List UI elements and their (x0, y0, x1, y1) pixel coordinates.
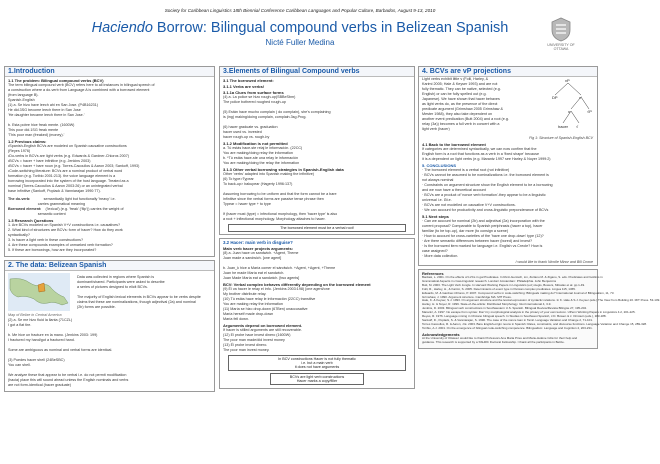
subsection-title: References (422, 271, 444, 276)
text-line: 'He daughter became leech there in San Jose.' (8, 113, 85, 117)
subsection-title: Main verb hacer projects arguments: (223, 246, 294, 251)
text-line: The police bothered roughed rough-up (223, 100, 286, 104)
text-line: Japanese). We have shown that hacer behaves (422, 97, 500, 101)
section-introduction (4, 66, 215, 257)
text-line: My brother distribute relay. (223, 292, 267, 296)
subsection-title: 5. CONCLUSIONS (422, 163, 457, 168)
text-line: familiar (to be top-up), dar more (to consign a scene) (422, 229, 509, 233)
text-line: 1. Are BCVs modeled on Spanish V+V constructions i.e. causatives? (8, 223, 121, 227)
box-line: Hacer marks a copy/filler (296, 379, 338, 383)
text-line: The poor man made/did invest money (223, 338, 285, 342)
text-line: (6) To type>Typear (223, 177, 254, 181)
text-line: not always nominal (422, 178, 454, 182)
questions-lines (5, 223, 214, 253)
modification-lines (220, 146, 414, 166)
subsection-title: BCV: Verbal complex behaves differently depending on the borrowed element (223, 282, 371, 287)
text-line: If hacer is stilled arguments are still recoverable. (223, 328, 302, 332)
text-line: (hacia) place this will sound ahead unless the English nominals and verbs (8, 378, 129, 382)
text-line: The poor man invest money. (223, 348, 270, 352)
text-line: 2. What kind of structures are BCVs: form of hacer? How do they work (8, 228, 123, 232)
text-line: Light verbs exhibit little v (Folli, Harley, & (422, 77, 489, 81)
title-rest: Borrow: Bilingual compound verbs in Belizean Spanish (152, 20, 509, 36)
text-line: Karimi 2005; Hale & Keyser 1993) and are not (422, 82, 498, 86)
text-line: case assigned? (422, 249, 448, 253)
text-line: (2b) forms are possible. (77, 304, 116, 309)
text-line: · Are there semantic differences between hacer (bored) and invest? (422, 239, 533, 243)
text-line: it is a dependent on light verbs (e.g. Marantz 1997 see Harley & Noyer 1999:2) (422, 157, 551, 161)
text-line: The majority of English lexical elements in BCVs appear to be verbs despite (77, 294, 201, 299)
title-italic: Haciendo (91, 20, 153, 36)
svg-text:√: √ (576, 124, 579, 129)
text-line: Sankoff, D., Poplack, S. & Vanniarajan, S. 1990. The case of the nonce loan in Tamil. Language Variation and Change 2, 71-101. (422, 317, 593, 322)
text-line: Other 'verbs' adapted into Spanish making the infinitive) (223, 172, 314, 176)
next-steps-lines (419, 219, 597, 259)
text-line: 5. If these are borrowings, how are they incorporated? (8, 248, 97, 252)
text-line: (13) Él probe invest dinero. (223, 343, 268, 347)
text-line: You are making/doing the relay the information (223, 161, 300, 165)
text-line: Some are ambiguous as nominal and verbal forms are identical. (8, 348, 113, 352)
text-line: We analyze these that appear to be verbal i.e. do not permit modification (8, 373, 127, 377)
claims-lines (5, 144, 214, 194)
bcv-lines (220, 287, 414, 322)
section-hacer (219, 238, 415, 389)
subsection-title: 3.1.1 Verbs are verbs! (223, 84, 265, 89)
text-line: · BCVs cannot be assumed to be nominalizations i.e. the borrowed element is (422, 173, 549, 177)
text-line: You can shell. (8, 363, 31, 367)
subsection-title: Acknowledgements (422, 331, 460, 337)
text-line: · Constraints on argument structure show the English element to be a borrowing (422, 183, 553, 187)
text-line: Harley, H. & Noyer, R. 1999. State-of-the-article: Distributed Morphology. Glot International 4, 3-9. (422, 302, 552, 307)
text-line: (3) Puedes hacer shell (24BeSBC) (8, 358, 65, 362)
highlight-box (228, 355, 406, 371)
text-line: · More data collection. (422, 254, 459, 258)
subsection-title: 3.1 The borrowed element: (223, 78, 274, 83)
text-line: · Is the borrowed item marked for language i.e. English vs Creole? How is (422, 244, 543, 248)
text-line: are not form-identical (hacer graduate) (8, 383, 71, 387)
text-line: •BCVs = hacer + bare infinitive (e.g. Jenkins 2003) (8, 159, 91, 163)
subsection-title: Arguments depend on borrowed element. (223, 323, 303, 328)
text-line: Folli, R., Harley, H., & Karimi, S. 2005. Determinants of event type in Persian complex predicates. Lingua 115, 1365. (422, 286, 576, 291)
box-line: it does not have arguments (294, 365, 340, 369)
box-line: In BCV constructions Hacer is not fully thematic (278, 357, 356, 361)
highlight-box: The borrowed element must be a verbal root! (228, 224, 406, 232)
def-text: ('lexical') (e.g. 'freak' ('flip')) carries the weight of (45, 207, 124, 211)
column-3 (418, 66, 660, 352)
text-line: He did.3SG become leech there in San Jose (8, 108, 81, 112)
text-line: Bardasi, L. 2001. On the effects of LVCs in gal Predicates. In Ricci-Gentsch, Lin, Zurlanu M. & Zigano, S. eds. Predicates and Gotlims in (422, 275, 603, 279)
section-title: 1.Introduction (5, 67, 214, 77)
def-text: semantically light but functionally 'heavy' i.e. (43, 197, 116, 201)
poster-header (0, 0, 600, 66)
acknowledgements-lines (419, 337, 597, 345)
text-line: predicate argument (Grimshaw 2005 Grimshaw & (422, 107, 503, 111)
text-line: If (hacer must (type) = infectional morphology, then 'hacer type' is also (223, 212, 338, 216)
university-logo-icon (548, 16, 574, 42)
text-line: Juan Made María eat a sandwich. [two agents] (223, 276, 300, 280)
conference-line: Society for Caribbean Linguistics 18th Biennial Conference Caribbean Languages and Popular Culture, Barbados, August 9-13, 2010 (164, 8, 436, 13)
text-line: Butt, M. 2003. The Light Verb Jungle. In Harvard Working Papers in Linguistics (ed.) Aegis, Bowers, Miloslav et al. pp.1-49. (422, 282, 585, 287)
text-line: another event predication (Butt 2004) and a root (e.g. (422, 117, 509, 121)
highlight-box (270, 373, 364, 385)
text-line: (Reyes 1976) (8, 149, 31, 153)
thanks-note: I would like to thank Nicolle Minor and Bill Crowe (515, 260, 593, 264)
text-line: To back-up> bakupear (Hagerty 1996:137) (223, 182, 293, 186)
section-title: 3.Elements of Bilingual Compound verbs (220, 67, 414, 77)
surface-form-lines (220, 95, 414, 140)
def-label: Borrowed element: (8, 207, 42, 211)
text-line: b. *Tú estás hace-ste una relay le información (223, 156, 299, 160)
text-line: light verb (hacer) (422, 127, 450, 131)
text-line: base infinitive (Sankoff, Poplack & Vanniarajan 1990:77). (8, 189, 101, 193)
intro-lines (5, 83, 214, 138)
poster-title (0, 20, 600, 36)
text-line: (11) María se hizo drop-down (67Ben) unaccusative (223, 307, 308, 311)
text-line: Grammatical Aspects in cross-linguistic research. London/ Amsterdam: Philadelphia. John Benjamins (422, 278, 557, 283)
text-line: fully thematic. They can be native, selected (e.g. (422, 87, 501, 91)
section-references (418, 269, 660, 349)
text-line: · We can account for productivity and cross-linguistic preponderance of BCVs (422, 208, 549, 212)
text-line: guidance. This research is supported by a SSHRC Doctoral Fellowship. I thank all the participants in Belize. (422, 339, 565, 344)
main-verb-lines (220, 251, 414, 281)
borrowed-element-lines (419, 147, 597, 162)
text-line: a. Tú estás hace-ste relaj le información. (22CC) (223, 146, 303, 150)
text-line: (4) a. La police se hizo rough-up(SBBeSbm) (223, 95, 296, 99)
text-line: (5) Están hace mucho complain ( do complain), she's complaining (223, 110, 331, 114)
text-line: Juan he made María eat el sandwich. (223, 271, 285, 275)
text-line: •Spanish-English BCVs are modeled on Spanish causative constructions (8, 144, 127, 148)
text-line: Grimshaw, J. 1990. Argument structure. Cambridge MA: MIT Press. (422, 294, 512, 299)
text-line: Edwards, M. & Gardner-Chloros, P. 2007. Compound verbs in code-switching: Bilinguals making do? International Journal of Bilingualism, 11, 73. (422, 290, 615, 295)
text-line: Spanish-English (8, 98, 35, 102)
subsection-title: 5.1 Next steps (422, 214, 449, 219)
text-line: hacer rough-up vs. rough-by (223, 135, 270, 139)
logo-text: UNIVERSITY OF OTTAWA (547, 43, 575, 51)
text-line: (8) a. Juan hace un sandwich. +Agent, Theme (223, 251, 299, 255)
map-area (8, 273, 211, 311)
text-line: b. Juan_k hice a María comer el sándwich. +Agent, +Agent, +Theme (223, 266, 336, 270)
text-line: I fractured my hand/got a fractured hand. (8, 338, 75, 342)
text-line: English) or can be fully spelled out (e.g. (422, 92, 487, 96)
text-line: (from language B). (8, 93, 39, 97)
text-line: You are making/doing relay the information (223, 151, 293, 155)
text-line: relay (3a)) becomes a full verb in concert with a (422, 122, 500, 126)
text-line: 4. Are these compounds examples of unmarked verb formation? (8, 243, 113, 247)
column-1 (4, 66, 215, 395)
subsection-title: 1.1 The problem: Bilingual compound verbs (BCV) (8, 78, 104, 83)
text-line: (2) a. Se me hizo fluid la llanta (71CZL) (8, 318, 73, 322)
def-text: carries grammatical meaning (37, 202, 86, 206)
svg-text:vP: vP (565, 78, 570, 83)
text-line: •BCVs = hacer + bare noun (e.g. Torres-Cacoullos & Aaron 2003; Sankoff, 1993) (8, 164, 140, 168)
subsection-title: 1.3 Research Questions (8, 218, 54, 223)
text-line: universal i.e. l3t.e. (422, 198, 452, 202)
def-label: The do-verb: (8, 197, 31, 201)
central-america-map-icon (8, 273, 70, 311)
svg-text:hacer: hacer (558, 124, 569, 129)
text-line: b. Esta pobre hice freak mente. (1600W) (8, 123, 75, 127)
text-line: dominant/shared. Participants were asked to describe (77, 279, 165, 284)
text-line: (9) Él va hacer le relay el info. (Jenkins 2003:198) [one agent/one (223, 287, 330, 291)
text-line: This poor did.1SG freak mente (8, 128, 59, 132)
def-text: semantic content (37, 212, 66, 216)
text-line: Juan made a sandwich. [one agent] (223, 256, 282, 260)
text-line: •Do-verbs in BCVs are light verbs (e.g. Edwards & Gardner-Chloros 2007) (8, 154, 129, 158)
vp-row (419, 77, 597, 135)
text-line: You are making relay the information (223, 302, 283, 306)
references-list (419, 275, 660, 331)
text-line: Marantz, A. 1997. No escape from syntax: Don't try morphological analysis in the privacy of your own lexicon. UPenn Working Papers in Linguistics 4.2, 201-225. (422, 310, 636, 315)
text-line: (6) hacer graduate vs. graduation (223, 125, 278, 129)
box-line: BCVs are light verb constructions (289, 375, 345, 379)
text-line: Data was collected in regions where Spanish is (77, 274, 155, 279)
subsection-title: 4.1 Back to the borrowed element (422, 142, 486, 147)
text-line: 3. Is hacer a light verb in these constructions? (8, 238, 84, 242)
subsection-title: 3.1.3 Other verbal borrowing strategies in Spanish-English data (223, 167, 344, 172)
section-elements (219, 66, 415, 235)
text-line: · Can we account for nominal (2b) and adjectival (2a) incorporation with the (422, 219, 545, 223)
map-caption: Map of Belize in Central America (8, 313, 62, 317)
text-line: Hale, K. & Keyser, S.J. 1993. On argument structure and the lexical expression of syntactic relations. In K. Hale & S.J. Keyser (eds.) The View from Building 20. MIT Press. 53-109. (422, 298, 660, 303)
light-verb-lines (419, 77, 541, 135)
argument-lines (220, 328, 414, 353)
svg-text:DP: DP (552, 95, 558, 100)
text-line: Reyes, R. 1976. Language mixing in Chicano bilingual speech. In Studies in Southwest Spanish, J.D. Bowen & J. Ornstein (eds.), 183-188. (422, 314, 607, 319)
text-line: I got a flat tire. (8, 323, 32, 327)
figure-caption: Fig 1: Structure of Spanish-English BCV (529, 136, 593, 140)
text-line: nominal (Torres-Cacoullos & Aaron 2003:26) or an unintegrated verbal (8, 184, 123, 188)
text-line: a construction where a do-verb from Language A is combined with a borrowed element (8, 88, 150, 92)
data-intro-lines (74, 275, 211, 310)
text-line: a root + inflectional morphology. Morphology attaches to hacer. (223, 217, 326, 221)
svg-text:v': v' (579, 95, 582, 100)
text-line: Assuming borrowing to be uniform and that the form cannot be a bare (223, 192, 337, 196)
text-line: María fell down. (223, 317, 250, 321)
syntax-tree-icon (541, 77, 595, 135)
text-line: infinitive since the verbal forms are passive tense phrase then (223, 197, 324, 201)
text-line: English form is a root that functions as a verb in a 'fixed shape' because (422, 152, 540, 156)
text-line: The term bilingual compound verb (BCV) refers here to all instances in bilingual speech of (8, 83, 155, 87)
svg-text:√P: √P (587, 109, 592, 114)
text-line: At the University of Ottawa I would like to thank Professors Ana Maria Pires and Marie-Hélène Côté for their help and (422, 335, 578, 340)
text-line: Torres Cacoullos, R. & Aaron, J.E. 2003. Bare English-origin nouns in Spanish: Rates, constraints, and discourse functions. Language Variation and Change 15, 289-328. (422, 321, 647, 326)
text-line: 'This poor man (freaked) (money).' (8, 133, 65, 137)
box-line: i.e. but a main verb (301, 361, 333, 365)
text-line: claims that these are nominalizations, though adjectival (2a) and nominal (77, 299, 196, 304)
text-line: as light verbs do, as the presence of the direct (422, 102, 498, 106)
section-title: 4. BCVs are vP projections (419, 67, 597, 77)
text-line: borrowing incorporated into the system of the host language. Treated as a (8, 179, 129, 183)
subsection-title: 3.1.2 Modification is not permitted (223, 141, 288, 146)
column-2 (219, 66, 415, 392)
text-line: · BCVs are not modelled on causative V+V constructions. (422, 203, 516, 207)
text-line: (12) El probe hace invest dinero (1600W) (223, 333, 291, 337)
text-line: · The borrowed element is a verbal root (not infinitive) (422, 168, 510, 172)
data-examples-lines (5, 318, 214, 388)
text-line: •Code-switching literature: BCVs are a nominal product of verbal word (8, 169, 123, 173)
text-line: current proposal? Comparable to Spanish periphrasis (hacer a top), hacer (422, 224, 543, 228)
text-line: María herself made drop-down (223, 312, 274, 316)
text-line: Jenkins, D. 2003. Bilingual verb constructions in Southwestern U.S. Spanish. Bilingual Review/Revista Bilingüe 27, 195-204. (422, 306, 587, 311)
text-line: b. Me hice un fracture en la mano. (Jenkins 2003: 199) (8, 333, 98, 337)
text-line: hacer used vs. invested (223, 130, 262, 134)
text-line: (10) Tú estás hace relay le información (22CC) transitive (223, 297, 316, 301)
text-line: If categories are determined syntactically, we can now confirm that the (422, 147, 537, 151)
conclusion-lines (419, 168, 597, 213)
text-line: and we now have a theoretical account (422, 188, 486, 192)
text-line: · How to account for cross-varieties of the 'have one drop-down' type (12)? (422, 234, 544, 238)
subsection-title: 1.2 Previous claims: (8, 139, 47, 144)
text-line: Mester 1988), they also take dependent on (422, 112, 493, 116)
poster-author: Nicté Fuller Medina (265, 38, 335, 47)
svg-text:v: v (568, 109, 570, 114)
section-data (4, 260, 215, 392)
subsection-title: 3.2 Hacer: main verb in disguise? (223, 240, 293, 245)
text-line: syntactically? (8, 233, 30, 237)
section-title: 2. The data: Belizean Spanish (5, 261, 214, 271)
text-line: · BCVs are a product of 'nonce verb formation'-they appear to be a linguistic (422, 193, 546, 197)
text-line: formation (e.g. Toribio 2001:213). the voice language element is a (8, 174, 116, 178)
subsection-title: 3.1.1a Clues from surface forms (223, 90, 284, 95)
text-line: Toribio, A.J. 2001. On the emergence of bilingual code-switching competence. Bilingualism: Language and Cognition 4, 203-231. (422, 325, 593, 330)
text-line: Typear = hacer type + to type (223, 202, 271, 206)
text-line: is (ing) making/doing complain, complain.3sg.Prog. (223, 115, 307, 119)
section-vp-projections (418, 66, 598, 266)
text-line: (1) a. Se hizo have leech ahi en San Jose. (P4B16231) (8, 103, 98, 107)
strategies-lines (220, 172, 414, 222)
text-line: a series of pictures designed to elicit BCVs. (77, 284, 148, 289)
